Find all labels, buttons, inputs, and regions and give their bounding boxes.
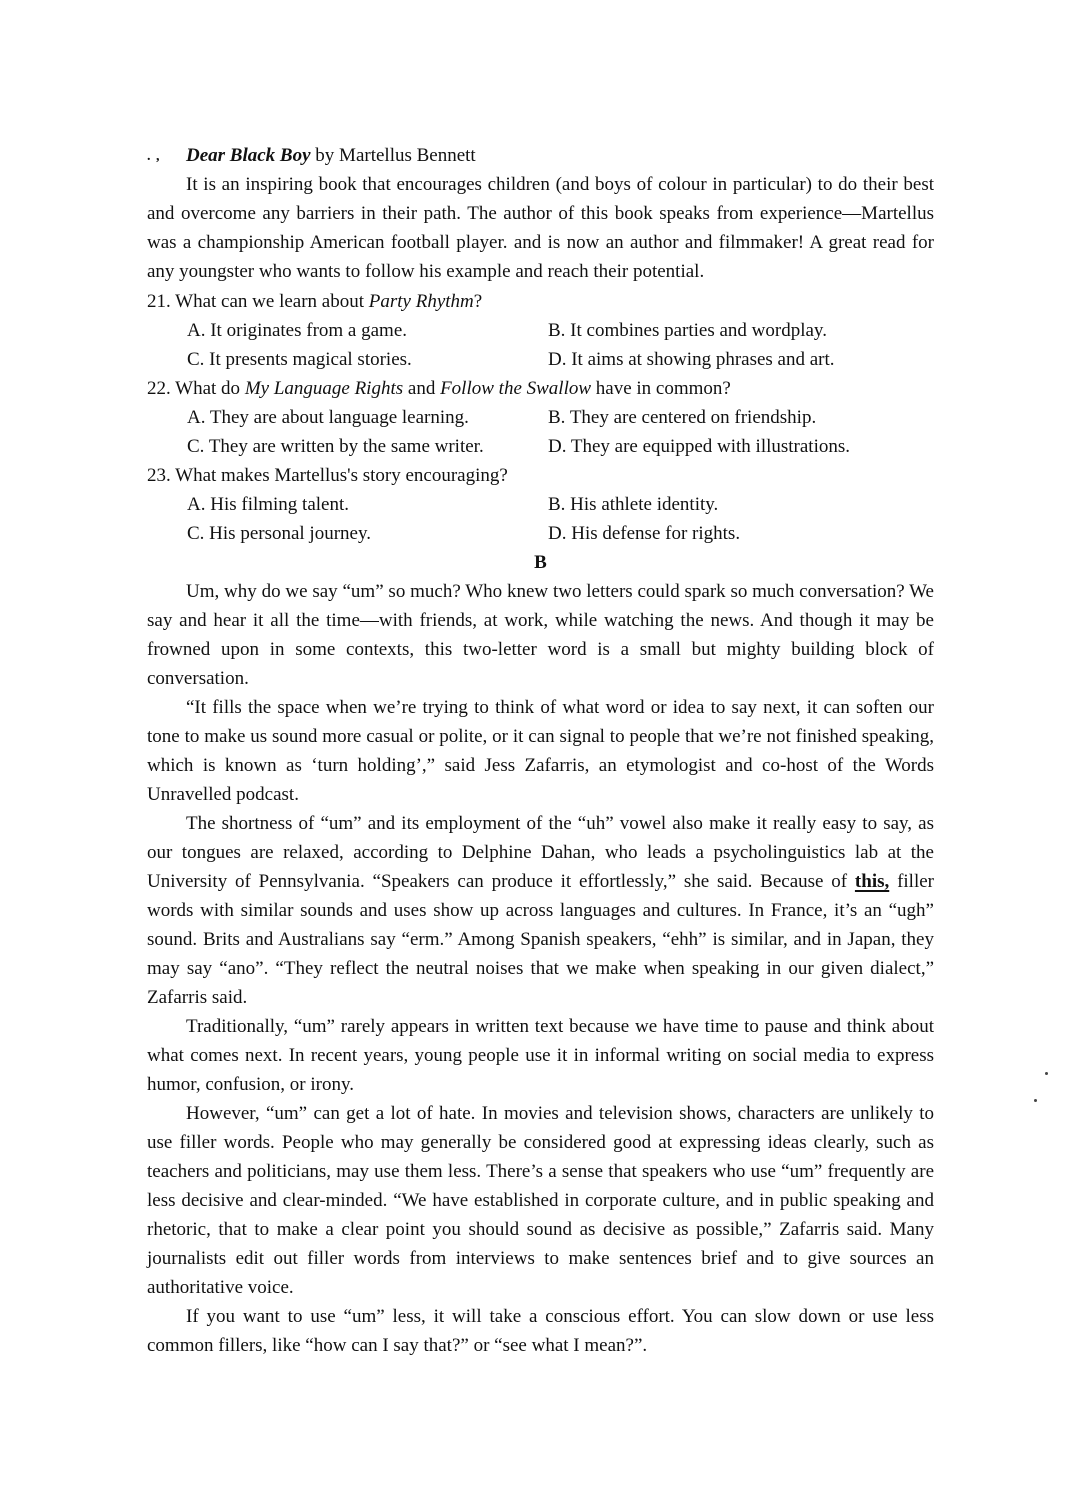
section-b bbox=[147, 548, 934, 1360]
book-title-line bbox=[147, 141, 934, 170]
questions bbox=[147, 287, 934, 548]
paragraph: The shortness of “um” and its employment of the “uh” vowel also make it really easy to say, as our tongues are relaxed, according to Delphine Dahan, who leads a psycholinguistics lab at the University of Pennsylvania. “Speakers can produce it effortlessly,” she said. Because of this, filler words with similar sounds and uses show up across languages and cultures. In France, it’s an “ugh” sound. Brits and Australians say “erm.” Among Spanish speakers, “ehh” is similar, and in Japan, they may say “ano”. “They reflect the neutral noises that we make when speaking in our given dialect,” Zafarris said. bbox=[147, 813, 934, 1008]
paragraph: “It fills the space when we’re trying to think of what word or idea to say next, it can soften our tone to make us sound more casual or polite, or it can signal to people that we’re not finished speaking, which is known as ‘turn holding’,” said Jess Zafarris, an etymologist and co-host of the Words Unravelled podcast. bbox=[147, 697, 934, 805]
option-c: C. They are written by the same writer. bbox=[187, 436, 484, 457]
question-21: 21. What can we learn about Party Rhythm? bbox=[147, 291, 483, 312]
option-d: D. It aims at showing phrases and art. bbox=[548, 349, 835, 370]
book-entry bbox=[147, 141, 934, 286]
book-byline: by Martellus Bennett bbox=[310, 145, 476, 166]
question-22: 22. What do My Language Rights and Follow the Swallow have in common? bbox=[147, 378, 731, 399]
option-c: C. It presents magical stories. bbox=[187, 349, 412, 370]
option-d: D. They are equipped with illustrations. bbox=[548, 436, 851, 457]
section-heading: B bbox=[534, 552, 547, 573]
book-title: Dear Black Boy bbox=[186, 145, 311, 166]
book-description: It is an inspiring book that encourages children (and boys of colour in particular) to do their best and overcome any barriers in their path. The author of this book speaks from experience—Martellus was a championship American football player. and is now an author and filmmaker! A great read for any youngster who wants to follow his example and reach their potential. bbox=[147, 174, 934, 282]
question-22-options bbox=[187, 403, 934, 461]
scan-speck bbox=[1045, 1072, 1048, 1075]
option-c: C. His personal journey. bbox=[187, 523, 371, 544]
option-b: B. His athlete identity. bbox=[548, 494, 719, 515]
question-23-options bbox=[187, 490, 934, 548]
question-23: 23. What makes Martellus's story encouraging? bbox=[147, 465, 508, 486]
scan-speck bbox=[1034, 1099, 1037, 1102]
option-a: A. They are about language learning. bbox=[187, 407, 469, 428]
paragraph: If you want to use “um” less, it will take a conscious effort. You can slow down or use less common fillers, like “how can I say that?” or “see what I mean?”. bbox=[147, 1306, 934, 1356]
paragraph: Traditionally, “um” rarely appears in written text because we have time to pause and think about what comes next. In recent years, young people use it in informal writing on social media to express humor, confusion, or irony. bbox=[147, 1016, 934, 1095]
question-21-options bbox=[187, 316, 934, 374]
paragraph: Um, why do we say “um” so much? Who knew two letters could spark so much conversation? We say and hear it all the time—with friends, at work, while watching the news. And though it may be frowned upon in some contexts, this two-letter word is a small but mighty building block of conversation. bbox=[147, 581, 934, 689]
option-b: B. It combines parties and wordplay. bbox=[548, 320, 827, 341]
option-d: D. His defense for rights. bbox=[548, 523, 741, 544]
scan-marks: . , bbox=[147, 149, 161, 164]
option-a: A. His filming talent. bbox=[187, 494, 350, 515]
option-b: B. They are centered on friendship. bbox=[548, 407, 817, 428]
paragraph: However, “um” can get a lot of hate. In movies and television shows, characters are unlikely to use filler words. People who may generally be considered good at expressing ideas clearly, such as teachers and politicians, may use them less. There’s a sense that speakers who use “um” frequently are less decisive and clear-minded. “We have established in corporate culture, and in public speaking and rhetoric, that to make a clear point you should sound as decisive as possible,” Zafarris said. Many journalists edit out filler words from interviews to make sentences brief and to give sources an authoritative voice. bbox=[147, 1103, 934, 1298]
underlined-word: this, bbox=[854, 871, 890, 892]
option-a: A. It originates from a game. bbox=[187, 320, 408, 341]
